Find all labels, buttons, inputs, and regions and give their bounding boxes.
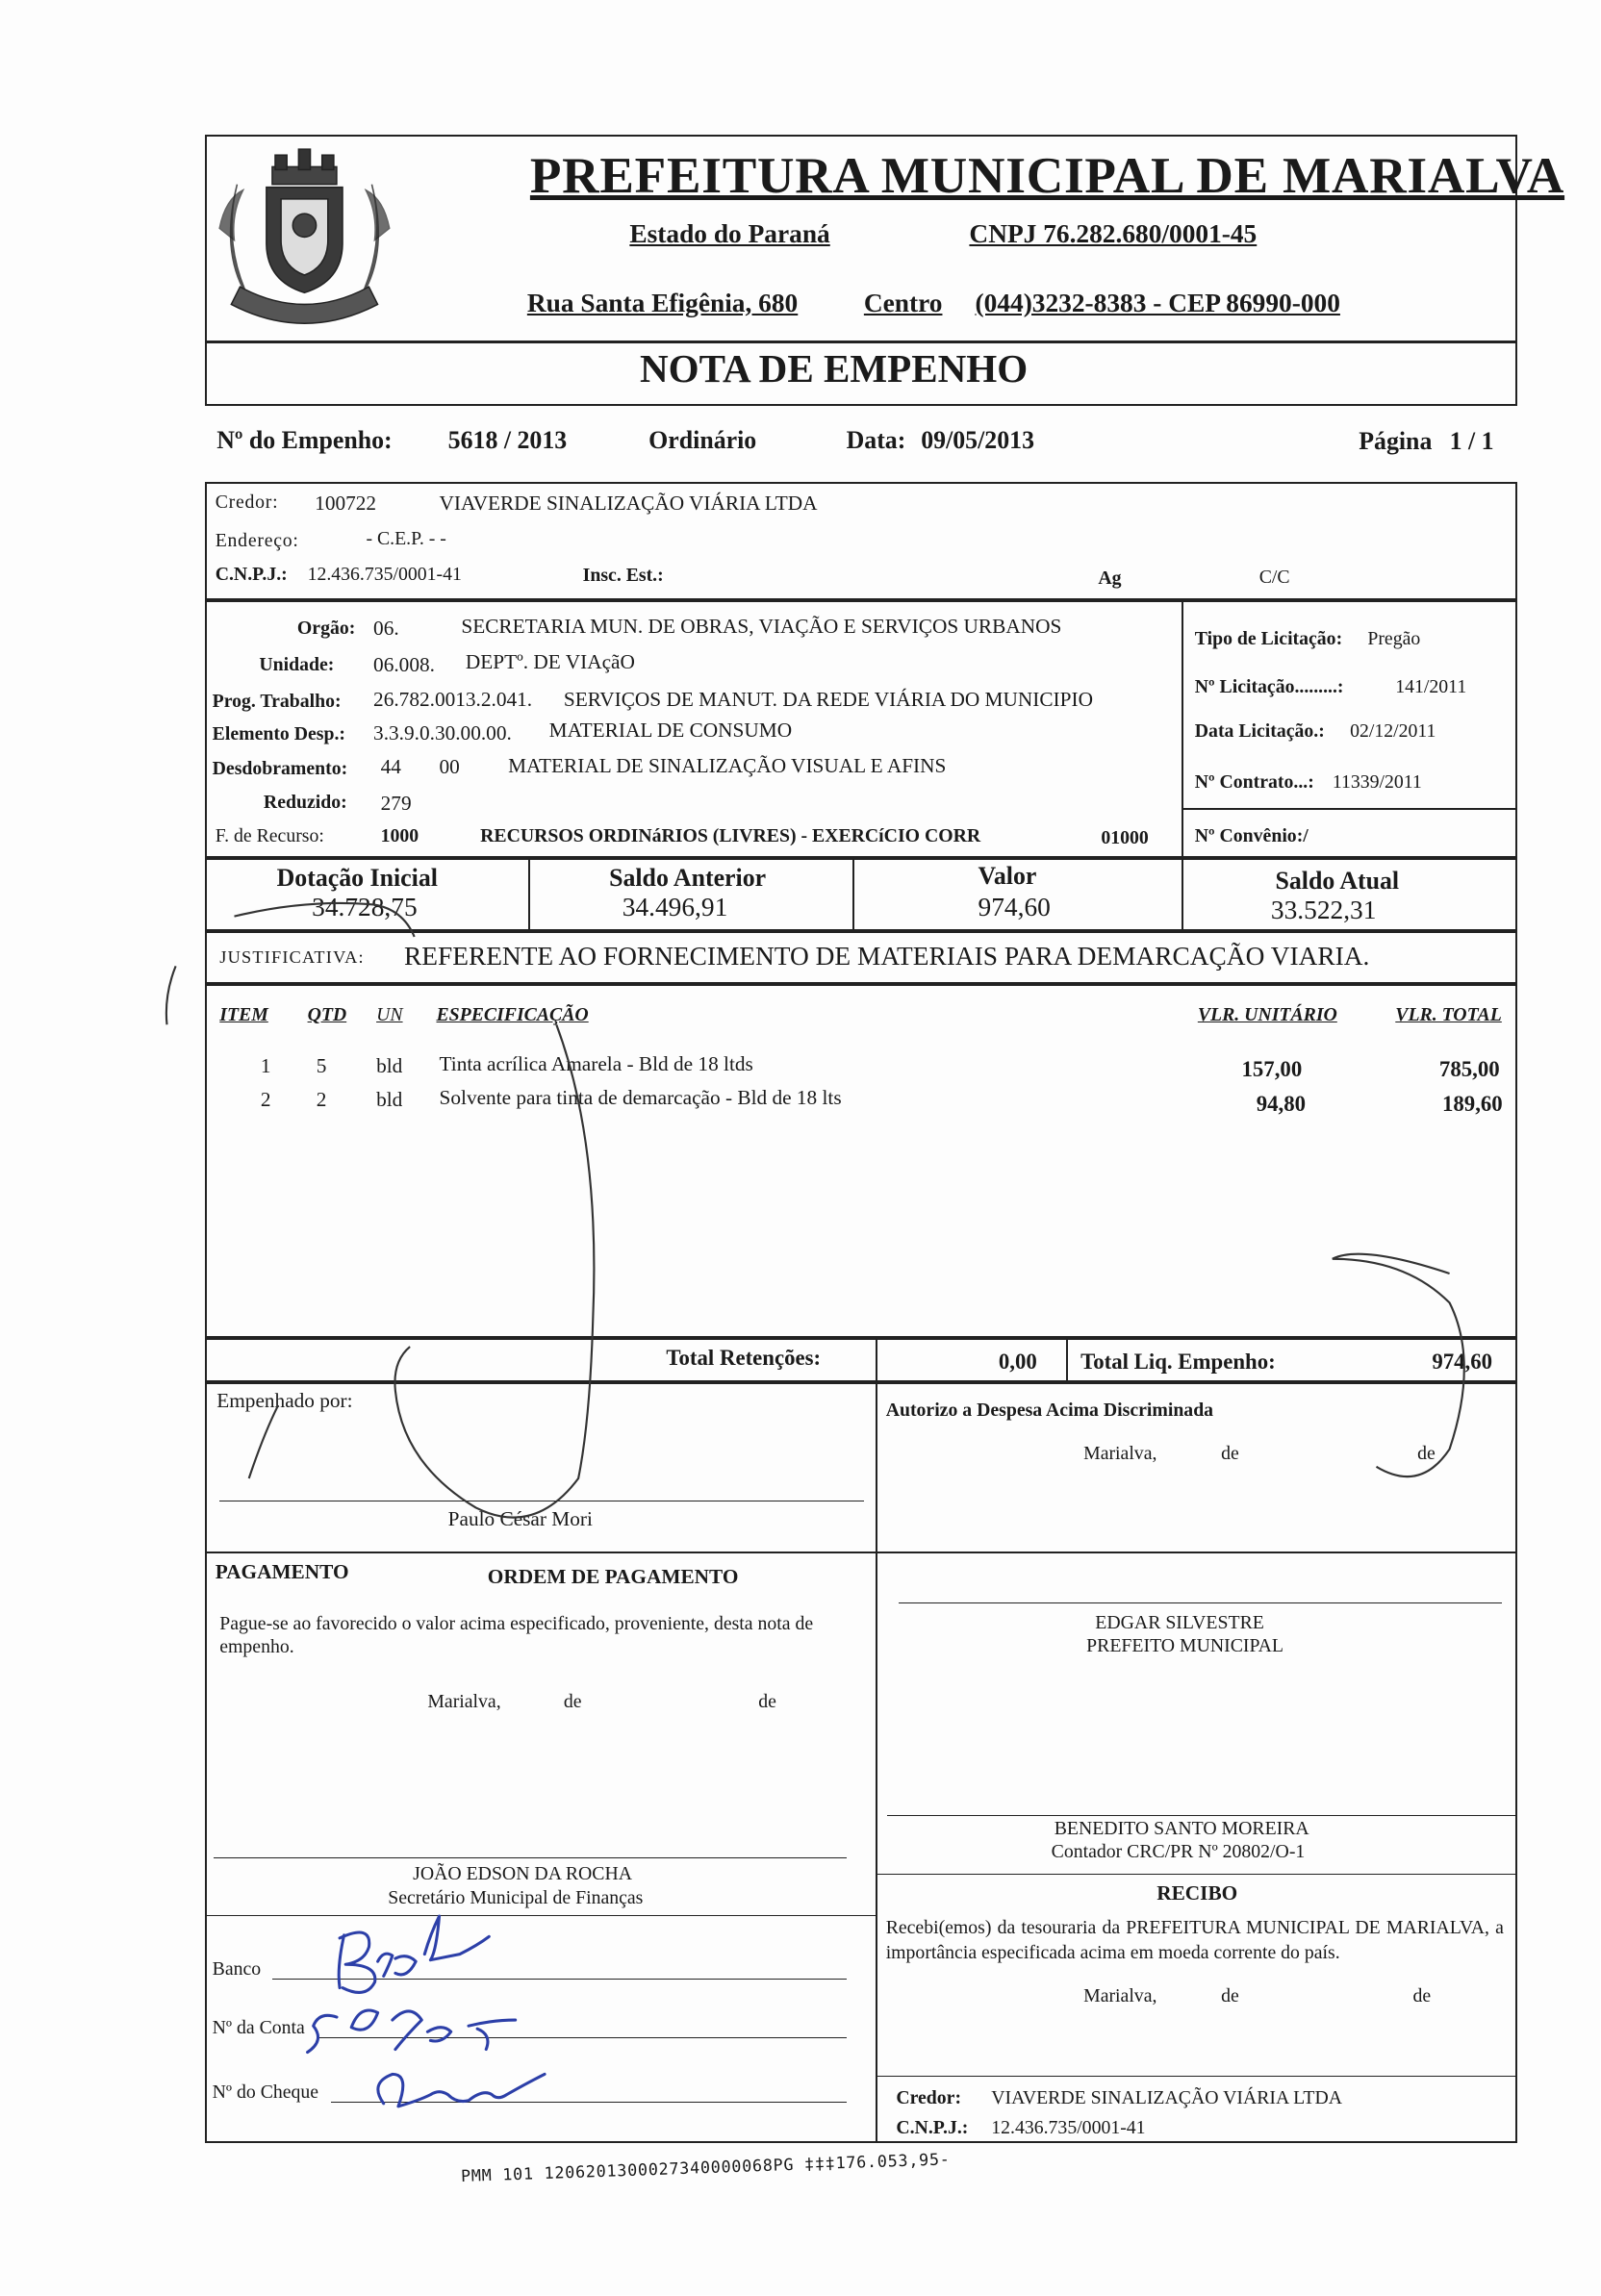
payment-de-2: de	[758, 1690, 776, 1712]
payment-order-text: Pague-se ao favorecido o valor acima especificado, proveniente, desta nota de empenho.	[219, 1612, 814, 1657]
receipt-city: Marialva,	[1083, 1984, 1157, 2006]
receipt-title: RECIBO	[1156, 1880, 1238, 1905]
orgao-code: 06.	[373, 616, 399, 640]
agreement-label: Nº Convênio:/	[1194, 825, 1309, 847]
previous-balance-value: 34.496,91	[622, 893, 728, 922]
bid-date: 02/12/2011	[1350, 719, 1436, 742]
contract-label: Nº Contrato...:	[1194, 770, 1314, 793]
items-box	[205, 984, 1517, 1338]
contract-number: 11339/2011	[1332, 770, 1422, 793]
reduced-code: 279	[380, 792, 412, 816]
row-item: 1	[260, 1053, 271, 1077]
payment-city: Marialva,	[427, 1690, 501, 1712]
empenho-number-label: Nº do Empenho:	[216, 425, 393, 454]
row-unit: bld	[376, 1087, 403, 1111]
accountant-name: BENEDITO SANTO MOREIRA	[1054, 1818, 1309, 1840]
element-label: Elemento Desp.:	[212, 722, 345, 744]
breakdown-label: Desdobramento:	[212, 758, 348, 780]
empenho-type: Ordinário	[648, 425, 757, 454]
value-label: Valor	[978, 862, 1037, 891]
row-spec: Solvente para tinta de demarcação - Bld de 18 lts	[439, 1086, 842, 1110]
check-number-label: Nº do Cheque	[212, 2081, 319, 2103]
current-balance-value: 33.522,31	[1270, 896, 1377, 925]
row-unit: bld	[376, 1053, 403, 1077]
breakdown-code-1: 44	[380, 755, 401, 779]
reduced-label: Reduzido:	[263, 792, 347, 814]
unidade-description: DEPTº. DE VIAçãO	[465, 649, 635, 673]
initial-allocation-value: 34.728,75	[312, 893, 418, 922]
cnpj-label: C.N.P.J.:	[215, 563, 288, 585]
program-description: SERVIÇOS DE MANUT. DA REDE VIÁRIA DO MUNICIPIO	[563, 688, 1093, 712]
row-qtd: 2	[316, 1087, 327, 1111]
element-code: 3.3.9.0.30.00.00.	[373, 721, 512, 745]
receipt-de-1: de	[1221, 1984, 1239, 2006]
unidade-label: Unidade:	[259, 654, 335, 676]
footer-code: PMM 101 1206201300027340000068PG ‡‡‡176.053,95-	[461, 2149, 952, 2186]
header-street: Rua Santa Efigênia, 680	[526, 288, 799, 317]
net-total-value: 974,60	[1432, 1350, 1493, 1375]
items-header-unit-value: VLR. UNITÁRIO	[1197, 1003, 1337, 1025]
justification-label: JUSTIFICATIVA:	[219, 946, 365, 967]
breakdown-description: MATERIAL DE SINALIZAÇÃO VISUAL E AFINS	[508, 753, 947, 777]
resource-code: 1000	[380, 825, 419, 847]
empenho-number: 5618 / 2013	[447, 425, 568, 454]
authorization-city: Marialva,	[1083, 1443, 1157, 1465]
unidade-code: 06.008.	[373, 652, 435, 676]
items-header-item: ITEM	[219, 1003, 268, 1025]
committed-by-label: Empenhado por:	[216, 1389, 353, 1413]
authorization-de-2: de	[1417, 1443, 1436, 1465]
margin-mark	[166, 966, 176, 1024]
receipt-cnpj-label: C.N.P.J.:	[896, 2116, 969, 2138]
bid-type: Pregão	[1367, 627, 1421, 649]
bid-number-label: Nº Licitação.........:	[1194, 676, 1344, 698]
receipt-text: Recebi(emos) da tesouraria da PREFEITURA MUNICIPAL DE MARIALVA, a importância especificada acima em moeda corrente do país.	[885, 1917, 1504, 1963]
bid-type-label: Tipo de Licitação:	[1194, 627, 1343, 649]
header-district: Centro	[863, 288, 943, 317]
creditor-label: Credor:	[215, 492, 279, 514]
justification-text: REFERENTE AO FORNECIMENTO DE MATERIAIS PARA DEMARCAÇÃO VIARIA.	[404, 941, 1370, 971]
items-header-spec: ESPECIFICAÇÃO	[436, 1003, 589, 1025]
bank-account-label: C/C	[1258, 566, 1290, 588]
items-header-qtd: QTD	[307, 1003, 347, 1025]
orgao-label: Orgão:	[296, 618, 356, 640]
doc-title: NOTA DE EMPENHO	[640, 346, 1029, 391]
finance-secretary-title: Secretário Municipal de Finanças	[388, 1886, 644, 1908]
items-header-un: UN	[376, 1003, 403, 1025]
payment-order-label: ORDEM DE PAGAMENTO	[487, 1564, 739, 1588]
city-hall-title: PREFEITURA MUNICIPAL DE MARIALVA	[529, 147, 1565, 205]
bank-label: Banco	[212, 1958, 262, 1981]
signatures-box	[205, 1382, 1517, 2143]
header-phone-cep: (044)3232-8383 - CEP 86990-000	[975, 288, 1340, 317]
net-total-label: Total Liq. Empenho:	[1080, 1350, 1276, 1375]
orgao-description: SECRETARIA MUN. DE OBRAS, VIAÇÃO E SERVIÇOS URBANOS	[461, 615, 1062, 639]
resource-number: 01000	[1101, 826, 1149, 848]
bid-date-label: Data Licitação.:	[1194, 719, 1325, 742]
municipal-coat-of-arms-icon	[208, 140, 401, 337]
previous-balance-label: Saldo Anterior	[609, 863, 767, 892]
value-amount: 974,60	[978, 893, 1051, 922]
row-total-value: 189,60	[1441, 1092, 1503, 1117]
current-balance-label: Saldo Atual	[1275, 866, 1400, 895]
row-item: 2	[260, 1087, 271, 1111]
program-code: 26.782.0013.2.041.	[373, 688, 533, 712]
cnpj-value: 12.436.735/0001-41	[307, 563, 462, 585]
receipt-de-2: de	[1412, 1984, 1432, 2006]
empenho-date: 09/05/2013	[921, 425, 1035, 454]
items-header-total-value: VLR. TOTAL	[1395, 1003, 1502, 1025]
row-spec: Tinta acrílica Amarela - Bld de 18 ltds	[439, 1052, 753, 1076]
withholdings-label: Total Retenções:	[666, 1345, 822, 1370]
initial-allocation-label: Dotação Inicial	[276, 863, 438, 892]
creditor-code: 100722	[315, 492, 377, 516]
totals-box	[205, 1338, 1517, 1382]
payment-label: PAGAMENTO	[215, 1560, 349, 1584]
account-number-label: Nº da Conta	[212, 2017, 305, 2039]
row-total-value: 785,00	[1438, 1056, 1500, 1081]
withholdings-value: 0,00	[998, 1350, 1037, 1375]
element-description: MATERIAL DE CONSUMO	[548, 719, 793, 743]
committed-by-name: Paulo César Mori	[447, 1507, 593, 1531]
row-unit-value: 94,80	[1256, 1092, 1307, 1117]
mayor-name: EDGAR SILVESTRE	[1095, 1611, 1264, 1633]
receipt-creditor-label: Credor:	[896, 2087, 962, 2109]
creditor-name: VIAVERDE SINALIZAÇÃO VIÁRIA LTDA	[439, 492, 818, 516]
program-label: Prog. Trabalho:	[212, 691, 342, 713]
mayor-title: PREFEITO MUNICIPAL	[1086, 1634, 1283, 1656]
resource-description: RECURSOS ORDINáRIOS (LIVRES) - EXERCíCIO CORR	[480, 825, 981, 847]
authorization-de-1: de	[1221, 1443, 1239, 1465]
state-registration-label: Insc. Est.:	[582, 565, 664, 587]
finance-secretary-name: JOÃO EDSON DA ROCHA	[413, 1863, 633, 1885]
page-number: 1 / 1	[1449, 427, 1494, 456]
resource-label: F. de Recurso:	[215, 825, 324, 847]
receipt-cnpj: 12.436.735/0001-41	[991, 2116, 1146, 2138]
address-label: Endereço:	[215, 529, 299, 551]
bank-agency-label: Ag	[1098, 568, 1122, 590]
authorization-text: Autorizo a Despesa Acima Discriminada	[885, 1399, 1214, 1421]
row-qtd: 5	[316, 1053, 327, 1077]
address-value: - C.E.P. - -	[366, 528, 446, 550]
bid-number: 141/2011	[1395, 676, 1467, 698]
payment-de-1: de	[563, 1690, 582, 1712]
receipt-creditor-name: VIAVERDE SINALIZAÇÃO VIÁRIA LTDA	[991, 2087, 1342, 2109]
page-label: Página	[1359, 427, 1433, 456]
empenho-date-label: Data:	[846, 425, 906, 454]
row-unit-value: 157,00	[1241, 1056, 1303, 1081]
header-cnpj: CNPJ 76.282.680/0001-45	[969, 219, 1258, 249]
accountant-title: Contador CRC/PR Nº 20802/O-1	[1051, 1841, 1306, 1863]
breakdown-code-2: 00	[439, 755, 460, 779]
state-name: Estado do Paraná	[629, 219, 830, 249]
